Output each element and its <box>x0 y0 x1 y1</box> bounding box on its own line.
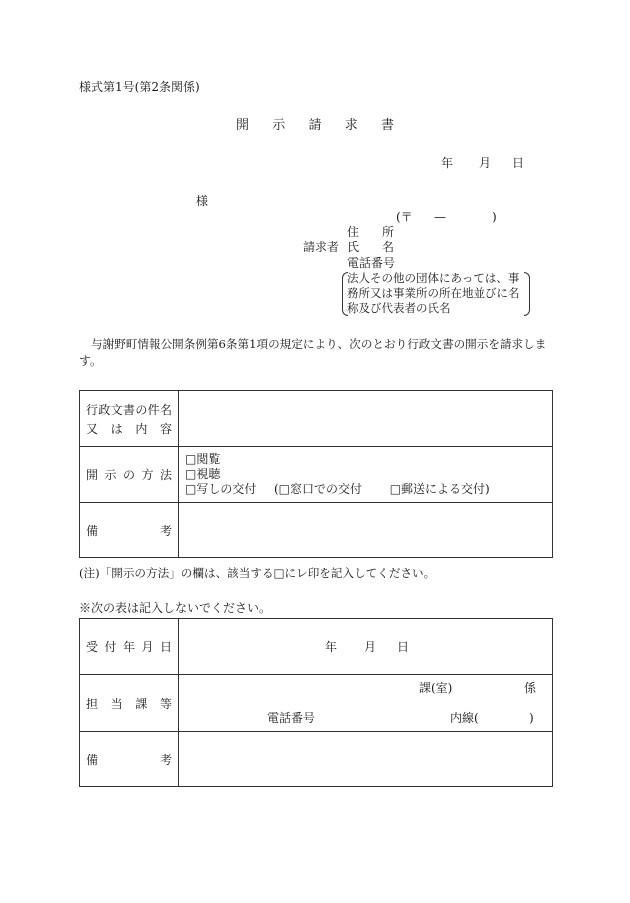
receipt-date-cell <box>179 619 553 675</box>
label-char: 考 <box>159 752 172 767</box>
corp-note-line-3: 称及び代表者の氏名 <box>347 301 451 315</box>
label-char: 件 <box>147 402 160 417</box>
label-char: の <box>135 402 148 417</box>
office-remarks-row <box>80 732 553 787</box>
body-text-line-1: 与謝野町情報公開条例第6条第1項の規定により、次のとおり行政文書の開示を請求しま <box>91 337 547 351</box>
subject-input-cell[interactable] <box>179 391 553 447</box>
label-char: 政 <box>98 402 111 417</box>
corp-note-line-1: 法人その他の団体にあっては、事 <box>347 271 520 285</box>
label-char: 受 <box>86 640 99 654</box>
method-watch-checkbox[interactable]: □視聴 <box>185 467 221 481</box>
addressee-suffix: 様 <box>196 194 209 208</box>
date-day: 日 <box>512 156 525 170</box>
label-char: は <box>110 421 123 436</box>
remarks-row <box>80 503 553 558</box>
method-row <box>80 447 553 503</box>
label-char: 法 <box>159 468 172 482</box>
remarks-label-cell <box>80 503 179 558</box>
method-copy-line <box>185 482 552 497</box>
staff-label <box>80 695 178 712</box>
method-copy-checkbox[interactable]: □写しの交付 <box>185 482 257 496</box>
label-char: 付 <box>104 640 117 654</box>
label-char: 又 <box>86 421 99 436</box>
label-char: 備 <box>86 523 99 538</box>
staff-row <box>80 675 553 732</box>
office-remarks-label-cell <box>80 732 179 787</box>
receipt-year: 年 <box>325 640 338 654</box>
method-options-cell <box>179 447 553 503</box>
postal-open: (〒 <box>396 210 413 224</box>
receipt-row <box>80 619 553 675</box>
receipt-label-cell <box>80 619 179 675</box>
name-label-1: 氏 <box>347 240 360 254</box>
label-char: 示 <box>104 468 117 482</box>
note-text: (注)「開示の方法」の欄は、該当する□にレ印を記入してください。 <box>79 566 436 580</box>
label-char: 備 <box>86 752 99 767</box>
remarks-label <box>80 522 178 539</box>
subject-label-line-1 <box>80 401 178 418</box>
staff-phone-label: 電話番号 <box>267 711 316 725</box>
form-title <box>236 119 394 133</box>
label-char: 年 <box>122 640 135 654</box>
label-char: の <box>122 468 135 482</box>
receipt-day: 日 <box>397 640 410 654</box>
office-remarks-cell[interactable] <box>179 732 553 787</box>
method-label <box>80 466 178 483</box>
label-char: 日 <box>159 640 172 654</box>
date-month: 月 <box>479 156 492 170</box>
corp-note-line-2: 務所又は事業所の所在地並びに名 <box>347 286 520 300</box>
extension-close: ) <box>529 711 534 725</box>
address-label-2: 所 <box>382 225 395 239</box>
label-char: 容 <box>159 421 172 436</box>
label-char: 方 <box>141 468 154 482</box>
bracket-right <box>524 272 530 316</box>
label-char: 当 <box>110 696 123 711</box>
subject-label-cell <box>80 391 179 447</box>
title-char: 請 <box>308 118 322 133</box>
unit-label: 係 <box>524 681 537 695</box>
request-table <box>79 390 553 558</box>
method-copy-counter-checkbox[interactable]: (□窓口での交付 <box>274 482 363 496</box>
label-char: 開 <box>86 468 99 482</box>
receipt-month: 月 <box>364 640 377 654</box>
method-label-cell <box>80 447 179 503</box>
extension-label: 内線( <box>450 711 479 725</box>
title-char: 示 <box>272 118 286 133</box>
office-remarks-label <box>80 751 178 768</box>
requester-label: 請求者 <box>303 240 340 254</box>
subject-label-line-2 <box>80 420 178 437</box>
label-char: 月 <box>141 640 154 654</box>
method-copy-mail-checkbox[interactable]: □郵送による交付) <box>389 482 490 496</box>
method-view-checkbox[interactable]: □閲覧 <box>185 452 221 466</box>
staff-info-cell <box>179 675 553 732</box>
title-char: 書 <box>380 118 394 133</box>
address-label-1: 住 <box>347 225 360 239</box>
postal-close: ) <box>492 210 497 224</box>
title-char: 開 <box>236 118 250 133</box>
receipt-label <box>80 638 178 655</box>
label-char: 文 <box>110 402 123 417</box>
staff-label-cell <box>80 675 179 732</box>
date-year: 年 <box>441 156 454 170</box>
section-label: 課(室) <box>419 681 453 695</box>
subject-row <box>80 391 553 447</box>
phone-label: 電話番号 <box>347 256 396 270</box>
label-char: 担 <box>86 696 99 711</box>
form-number: 様式第1号(第2条関係) <box>79 80 200 94</box>
label-char: 行 <box>86 402 99 417</box>
office-note: ※次の表は記入しないでください。 <box>79 601 272 615</box>
label-char: 名 <box>159 402 172 417</box>
postal-dash: — <box>434 210 446 224</box>
label-char: 課 <box>135 696 148 711</box>
remarks-input-cell[interactable] <box>179 503 553 558</box>
label-char: 内 <box>135 421 148 436</box>
office-table <box>79 618 553 787</box>
name-label-2: 名 <box>382 240 395 254</box>
label-char: 書 <box>122 402 135 417</box>
body-text-line-2: す。 <box>79 354 103 368</box>
label-char: 考 <box>159 523 172 538</box>
title-char: 求 <box>344 118 358 133</box>
label-char: 等 <box>159 696 172 711</box>
